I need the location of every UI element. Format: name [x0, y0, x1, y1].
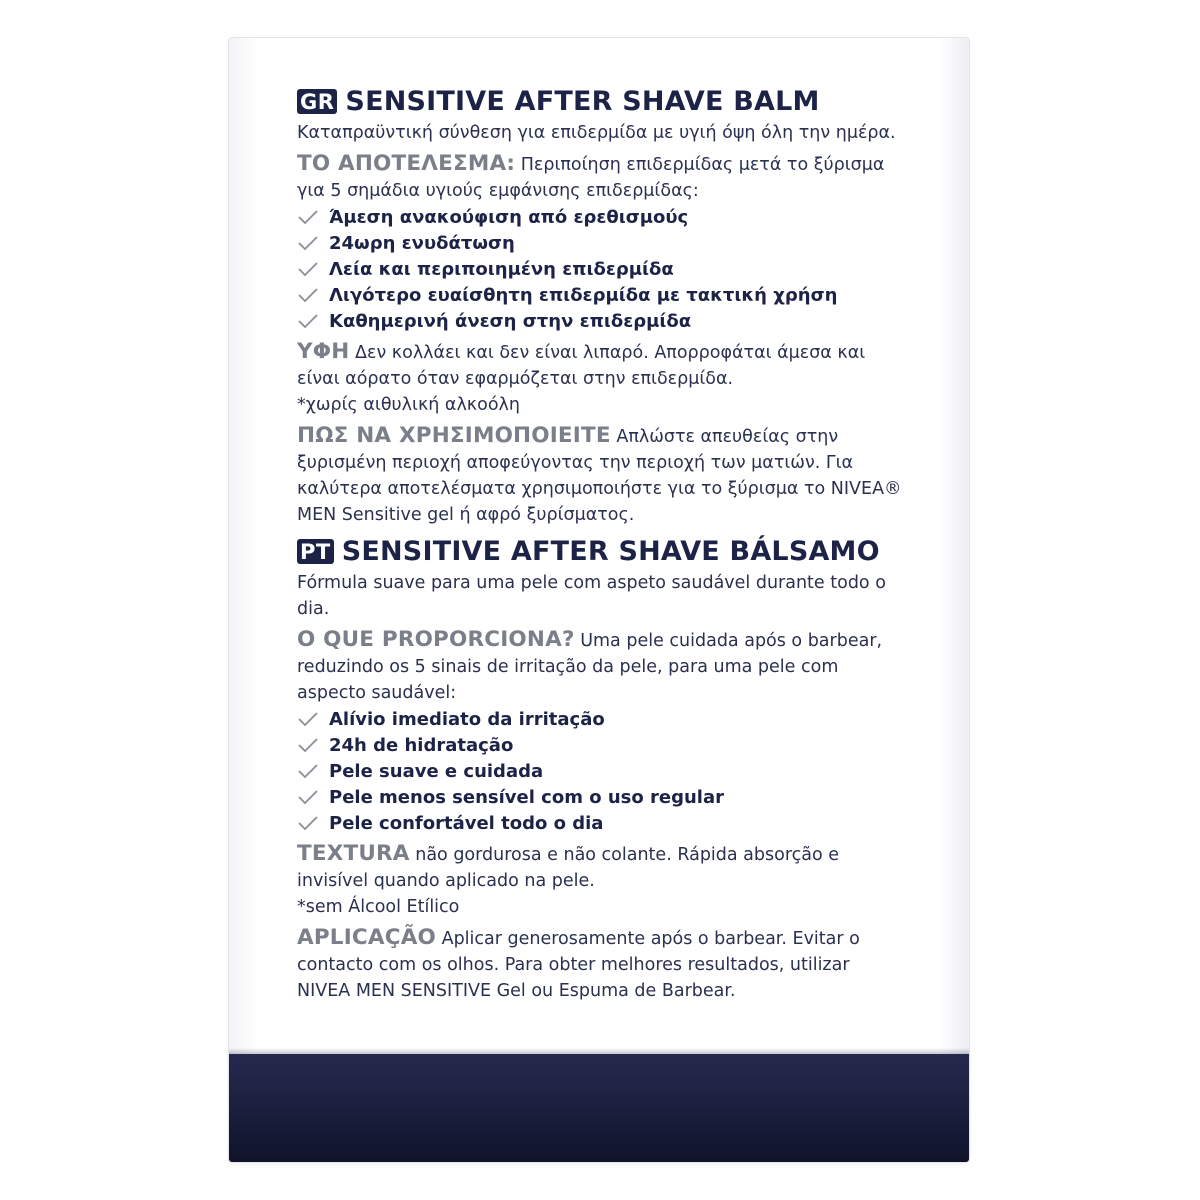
result-paragraph-pt [297, 627, 907, 706]
check-icon [297, 209, 319, 225]
result-label-pt: O QUE PROPORCIONA? [297, 627, 575, 652]
benefit-text: Pele menos sensível com o uso regular [329, 786, 724, 808]
benefit-text: Alívio imediato da irritação [329, 708, 605, 730]
result-paragraph-gr [297, 151, 907, 204]
check-icon [297, 287, 319, 303]
usage-paragraph-gr [297, 423, 907, 528]
benefit-list-gr [297, 204, 907, 334]
check-icon [297, 711, 319, 727]
texture-label-gr: ΥΦΗ [297, 339, 350, 364]
usage-text-pt: Aplicar generosamente após o barbear. Evitar o contacto com os olhos. Para obter melhores resultados, utilizar NIVEA MEN SENSITIVE Gel ou Espuma de Barbear. [297, 929, 860, 1001]
usage-text-gr: Απλώστε απευθείας στην ξυρισμένη περιοχή αποφεύγοντας την περιοχή των ματιών. Για καλύτερα αποτελέσματα χρησιμοποιήστε για το ξύρισμα το NIVEA® MEN Sensitive gel ή αφρό ξυρίσματος. [297, 427, 902, 525]
check-icon [297, 737, 319, 753]
texture-paragraph-gr [297, 339, 907, 392]
language-badge-gr: GR [297, 89, 337, 114]
benefit-list-pt [297, 706, 907, 836]
alcohol-note-pt: *sem Álcool Etílico [297, 897, 460, 917]
list-item [297, 810, 907, 836]
list-item [297, 784, 907, 810]
texture-paragraph-pt [297, 841, 907, 894]
benefit-text: Pele confortável todo o dia [329, 812, 604, 834]
benefit-text: Λιγότερο ευαίσθητη επιδερμίδα με τακτική χρήση [329, 284, 838, 306]
benefit-text: Pele suave e cuidada [329, 760, 544, 782]
texture-text-gr: Δεν κολλάει και δεν είναι λιπαρό. Απορροφάται άμεσα και είναι αόρατο όταν εφαρμόζεται στην επιδερμίδα. [297, 343, 866, 389]
check-icon [297, 789, 319, 805]
greek-heading [297, 86, 907, 117]
result-label-gr: ΤΟ ΑΠΟΤΕΛΕΣΜΑ: [297, 151, 516, 176]
benefit-text: 24ωρη ενυδάτωση [329, 232, 515, 254]
intro-text-pt: Fórmula suave para uma pele com aspeto saudável durante todo o dia. [297, 573, 886, 619]
portuguese-section [297, 536, 907, 1004]
greek-section [297, 86, 907, 528]
check-icon [297, 235, 319, 251]
navy-bottom-band [229, 1054, 969, 1162]
list-item [297, 308, 907, 334]
intro-text-gr: Καταπραϋντική σύνθεση για επιδερμίδα με υγιή όψη όλη την ημέρα. [297, 123, 896, 143]
alcohol-note-gr: *χωρίς αιθυλική αλκοόλη [297, 395, 520, 415]
check-icon [297, 313, 319, 329]
check-icon [297, 815, 319, 831]
list-item [297, 706, 907, 732]
list-item [297, 282, 907, 308]
benefit-text: Λεία και περιποιημένη επιδερμίδα [329, 258, 674, 280]
list-item [297, 230, 907, 256]
texture-text-pt: não gordurosa e não colante. Rápida absorção e invisível quando aplicado na pele. [297, 845, 840, 891]
list-item [297, 204, 907, 230]
list-item [297, 256, 907, 282]
check-icon [297, 261, 319, 277]
benefit-text: 24h de hidratação [329, 734, 514, 756]
product-title-pt: SENSITIVE AFTER SHAVE BÁLSAMO [341, 536, 880, 567]
list-item [297, 732, 907, 758]
result-text-pt: Uma pele cuidada após o barbear, reduzindo os 5 sinais de irritação da pele, para uma pele com aspecto saudável: [297, 631, 883, 703]
usage-paragraph-pt [297, 925, 907, 1004]
product-title-gr: SENSITIVE AFTER SHAVE BALM [345, 86, 820, 117]
product-box-back-panel [229, 38, 969, 1162]
usage-label-pt: APLICAÇÃO [297, 925, 437, 950]
label-text-content [297, 86, 907, 1004]
language-badge-pt: PT [297, 539, 334, 564]
check-icon [297, 763, 319, 779]
result-text-gr: Περιποίηση επιδερμίδας μετά το ξύρισμα για 5 σημάδια υγιούς εμφάνισης επιδερμίδας: [297, 155, 885, 201]
list-item [297, 758, 907, 784]
usage-label-gr: ΠΩΣ ΝΑ ΧΡΗΣΙΜΟΠΟΙΕΙΤΕ [297, 423, 611, 448]
portuguese-heading [297, 536, 907, 567]
benefit-text: Καθημερινή άνεση στην επιδερμίδα [329, 310, 692, 332]
texture-label-pt: TEXTURA [297, 841, 410, 866]
benefit-text: Άμεση ανακούφιση από ερεθισμούς [329, 206, 689, 228]
